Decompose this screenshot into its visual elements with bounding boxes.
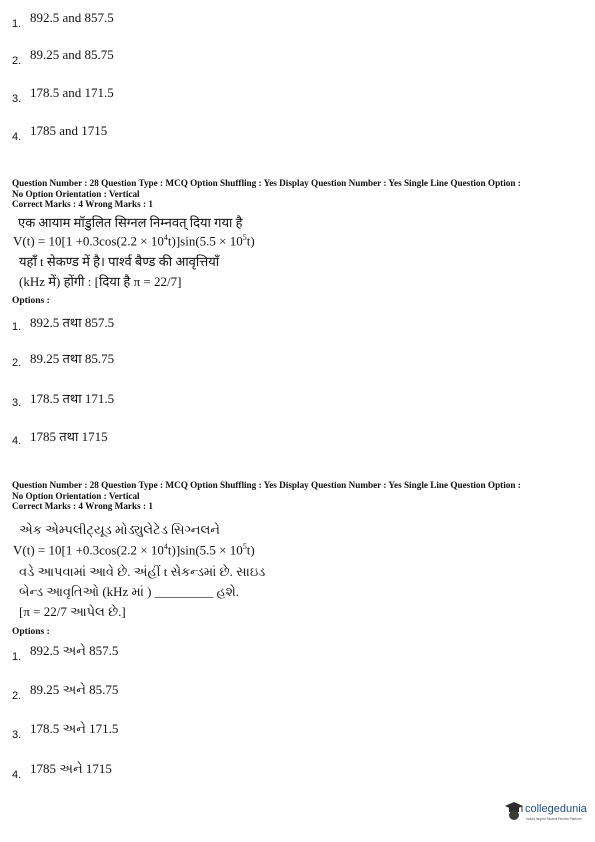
option-number: 2.	[12, 690, 22, 702]
option-number: 1.	[12, 321, 22, 333]
option-text: 1785 तथा 1715	[30, 429, 108, 444]
option-text: 89.25 and 85.75	[30, 47, 114, 62]
question-text-line: [π = 22/7 આપેલ છે.]	[19, 604, 126, 619]
option-number: 2.	[12, 55, 22, 67]
option-text: 178.5 અને 171.5	[30, 721, 119, 736]
brand-tagline: India's largest Student Review Platform	[526, 817, 582, 821]
option-number: 4.	[12, 131, 22, 143]
option-text: 892.5 and 857.5	[30, 10, 114, 25]
option-text: 1785 અને 1715	[30, 761, 112, 776]
option-number: 4.	[12, 769, 22, 781]
question-equation: $V(t) = 10[1 +0.3\cos(2.2 \times 10^4t)]\sin(5.5 \times 10^5t)$	[13, 233, 255, 249]
option-number: 1.	[12, 651, 22, 663]
options-label: Options :	[12, 296, 50, 306]
question-text-line: એક એમ્પલીટ્યૂડ મોડ્યુલેટેડ સિગ્નલને	[19, 522, 220, 537]
option-text: 178.5 तथा 171.5	[30, 391, 115, 406]
option-text: 178.5 and 171.5	[30, 85, 114, 100]
question-meta: Question Number : 28 Question Type : MCQ Option Shuffling : Yes Display Question Number : Yes Single Line Question Option : No Option Orientation : Vertical Correct Marks : 4 Wrong Marks : 1	[12, 480, 521, 511]
brand-name: collegedunia	[525, 803, 587, 815]
option-number: 4.	[12, 435, 22, 447]
option-number: 3.	[12, 397, 22, 409]
option-number: 1.	[12, 18, 22, 30]
question-equation: $V(t) = 10[1 +0.3\cos(2.2 \times 10^4t)]\sin(5.5 \times 10^5t)$	[13, 542, 255, 558]
question-text-line: यहाँ t सेकण्ड में है। पार्श्व बैण्ड की आवृत्तियाँ	[19, 254, 220, 269]
question-meta: Question Number : 28 Question Type : MCQ Option Shuffling : Yes Display Question Number : Yes Single Line Question Option : No Option Orientation : Vertical Correct Marks : 4 Wrong Marks : 1	[12, 178, 521, 209]
question-text-line: एक आयाम मॉडुलित सिग्नल निम्नवत् दिया गया है	[18, 215, 243, 230]
question-text-line: વડે આપવામાં આવે છે. અંહીં t સેકન્ડમાં છે. સાઇડ	[19, 564, 266, 579]
option-number: 3.	[12, 93, 22, 105]
question-text-line: (kHz में) होंगी : [दिया है π = 22/7]	[19, 274, 182, 289]
question-text-line: બેન્ડ આવૃતિઓ (kHz માં ) _________ હશે.	[19, 584, 240, 599]
option-text: 892.5 અને 857.5	[30, 643, 119, 658]
option-text: 1785 and 1715	[30, 123, 108, 138]
option-number: 2.	[12, 357, 22, 369]
option-text: 89.25 तथा 85.75	[30, 351, 115, 366]
option-text: 89.25 અને 85.75	[30, 682, 119, 697]
graduation-cap-icon	[504, 800, 524, 822]
brand-logo	[504, 800, 590, 826]
option-text: 892.5 तथा 857.5	[30, 315, 115, 330]
options-label: Options :	[12, 627, 50, 637]
option-number: 3.	[12, 729, 22, 741]
